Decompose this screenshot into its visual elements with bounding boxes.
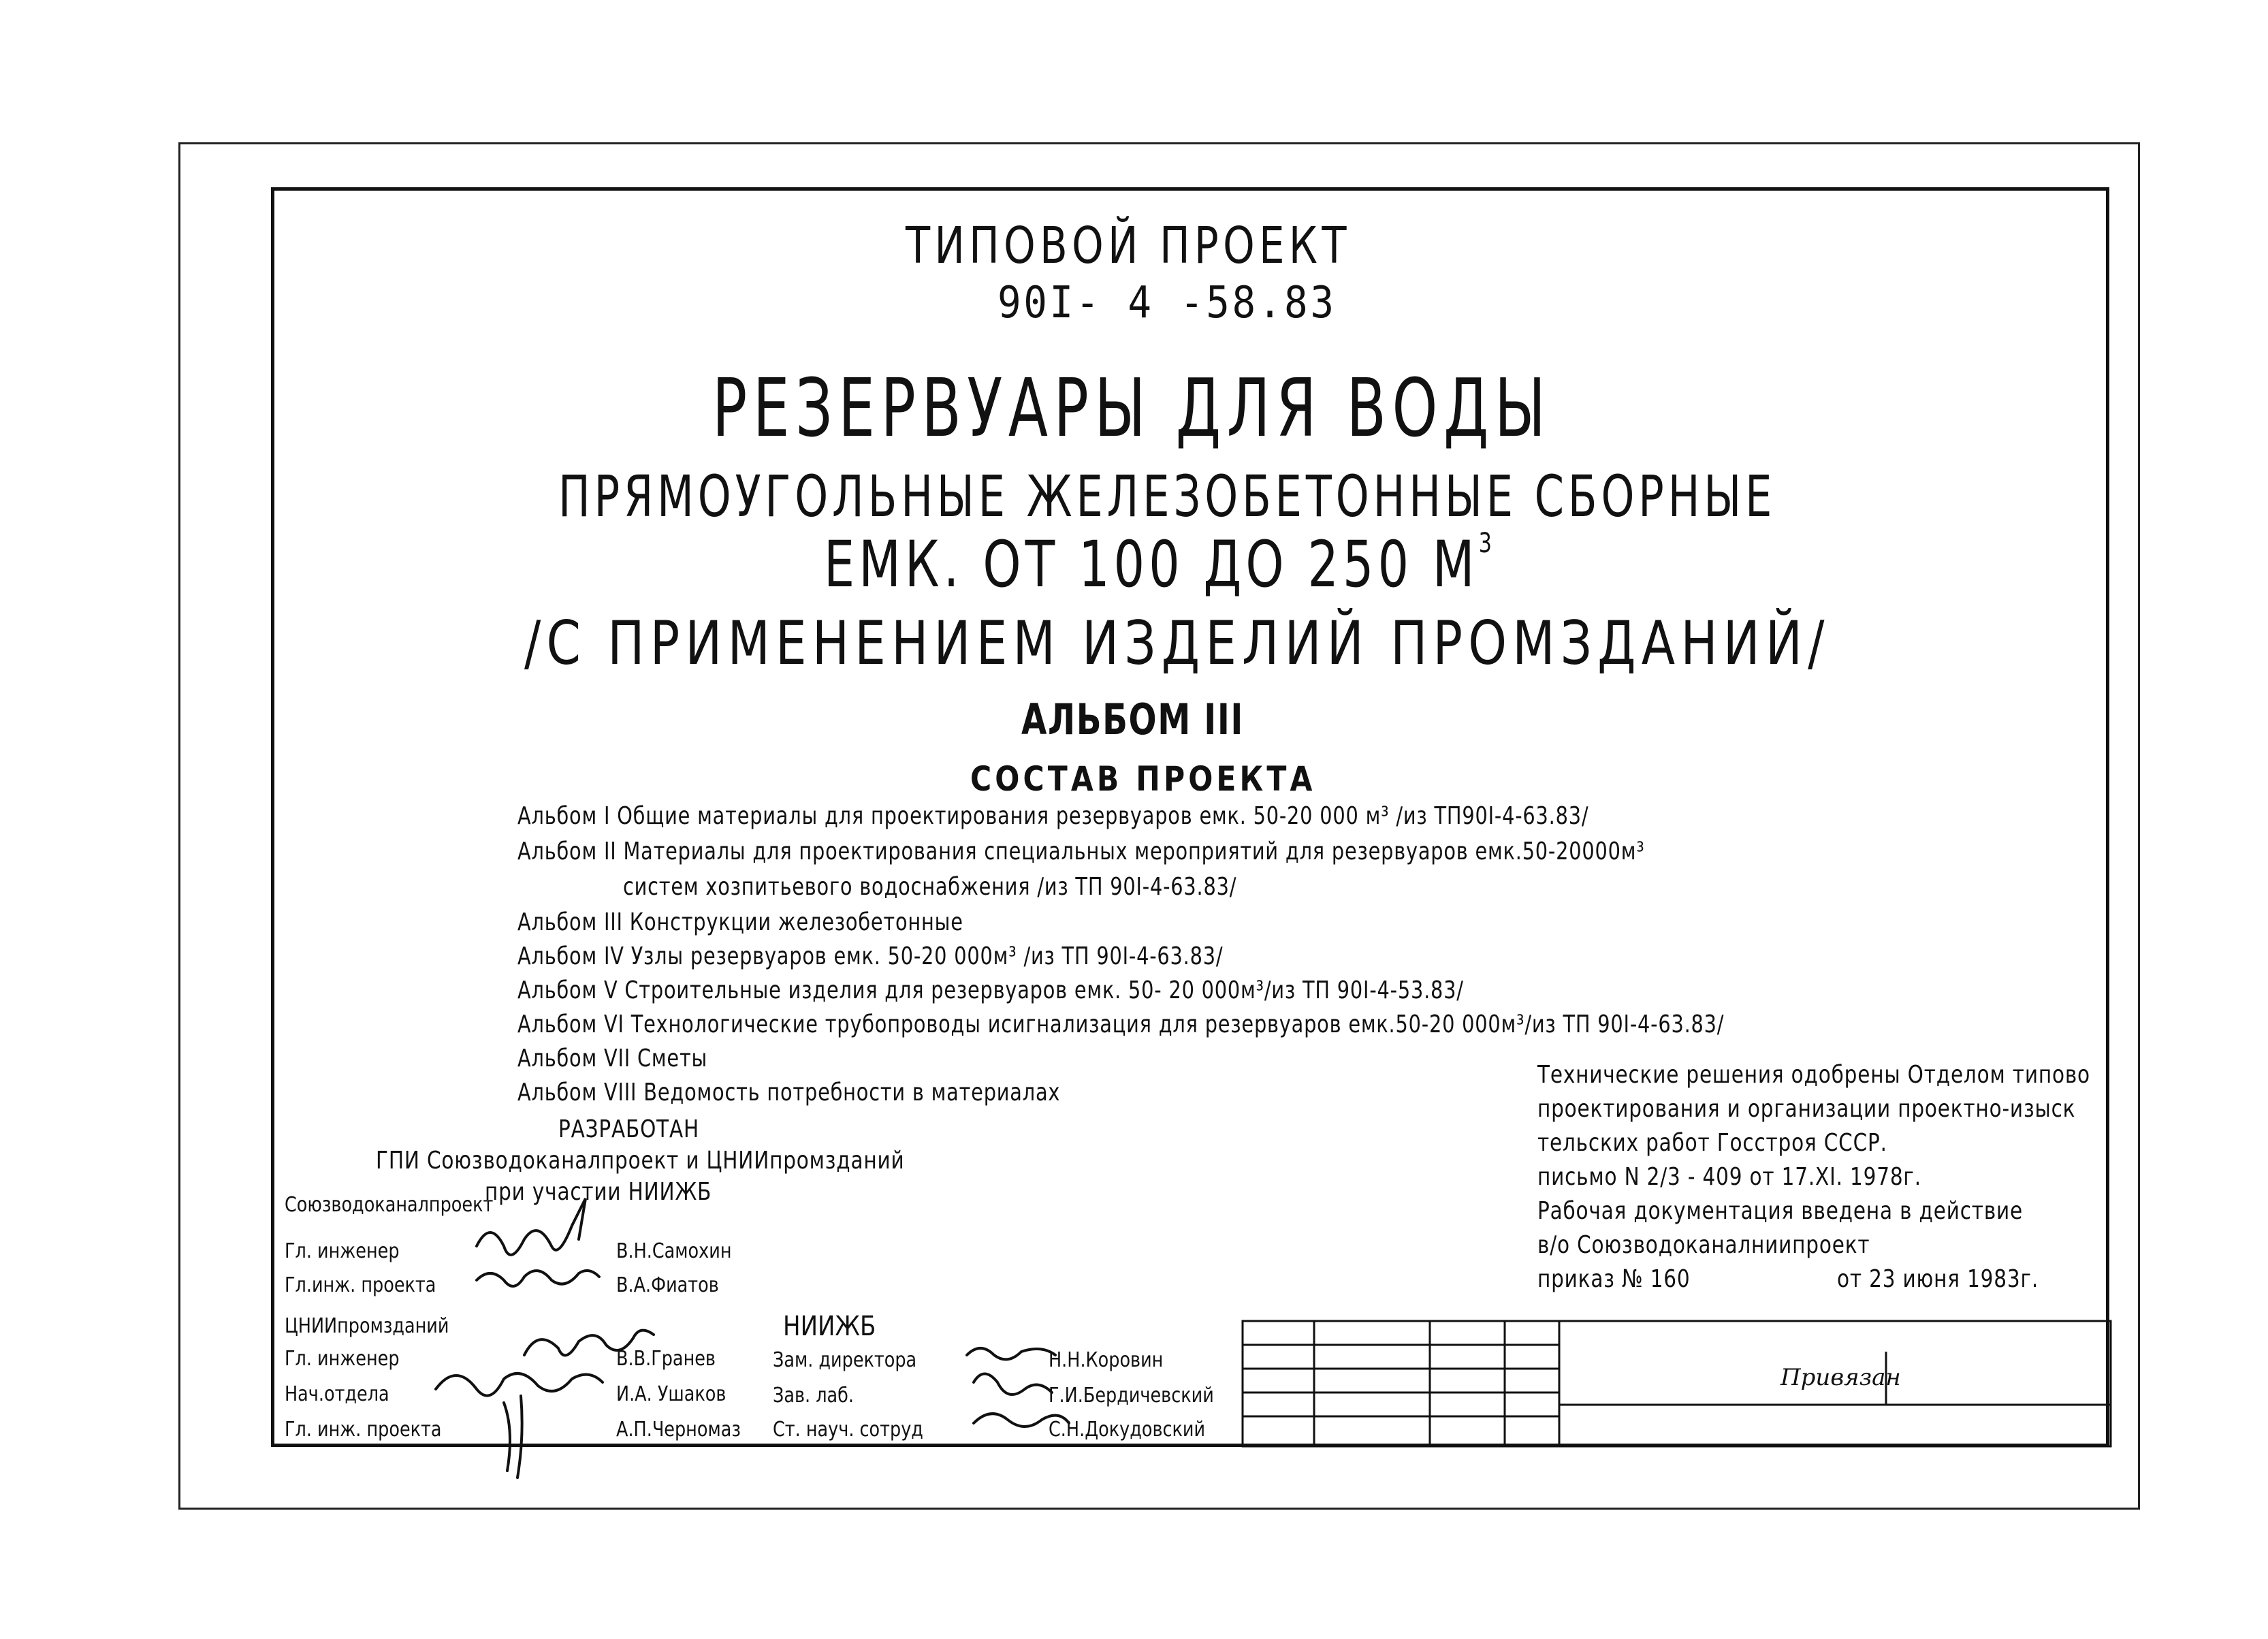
approval-line: тельских работ Госстроя СССР. xyxy=(1537,1129,1887,1157)
org3-role: Ст. науч. сотруд xyxy=(773,1418,923,1442)
title-code: 90I- 4 -58.83 xyxy=(997,278,1337,328)
subheading-2: ЕМК. ОТ 100 ДО 250 $М^3$ xyxy=(824,528,1497,602)
composition-item: Альбом III Конструкции железобетонные xyxy=(517,908,963,936)
org1-name: Союзводоканалпроект xyxy=(285,1193,494,1217)
approval-line: в/о Союзводоканалниипроект xyxy=(1537,1231,1870,1259)
org3-name: НИИЖБ xyxy=(783,1311,876,1342)
org1-role: Гл. инженер xyxy=(285,1239,400,1263)
composition-item: Альбом VI Технологические трубопроводы исигнализация для резервуаров емк.50-20 000м³/из ТП 90I-4-63.83/ xyxy=(517,1011,1725,1038)
album-label: АЛЬБОМ III xyxy=(1021,695,1244,744)
signature-berdichevsky xyxy=(974,1374,1052,1395)
composition-title: СОСТАВ ПРОЕКТА xyxy=(970,759,1316,799)
developer-line2: ГПИ Союзводоканалпроект и ЦНИИпромзданий xyxy=(376,1147,905,1175)
org2-role: Нач.отдела xyxy=(285,1382,389,1406)
developer-line1: РАЗРАБОТАН xyxy=(558,1115,700,1143)
approval-line: Рабочая документация введена в действие xyxy=(1537,1197,2024,1225)
signature-fiatov xyxy=(477,1271,599,1286)
org1-role: Гл.инж. проекта xyxy=(285,1273,436,1297)
composition-item: Альбом IV Узлы резервуаров емк. 50-20 000м³ /из ТП 90I-4-63.83/ xyxy=(517,942,1224,970)
approval-line: Технические решения одобрены Отделом типово xyxy=(1537,1061,2090,1089)
approval-line: приказ № 160 xyxy=(1537,1265,1691,1293)
title-line1: ТИПОВОЙ ПРОЕКТ xyxy=(906,217,1351,275)
org3-person: Г.И.Бердичевский xyxy=(1049,1384,1214,1407)
org1-person: В.Н.Самохин xyxy=(616,1239,732,1263)
composition-item: Альбом VII Сметы xyxy=(517,1045,708,1072)
main-heading: РЕЗЕРВУАРЫ ДЛЯ ВОДЫ xyxy=(712,361,1552,455)
signature-samokhin xyxy=(477,1198,586,1255)
stamp-grid xyxy=(1243,1321,2111,1446)
signature-granev xyxy=(524,1331,654,1356)
composition-item: систем хозпитьевого водоснабжения /из ТП 90I-4-63.83/ xyxy=(623,873,1237,901)
signature-dokudovsky xyxy=(974,1414,1069,1427)
composition-item: Альбом V Строительные изделия для резервуаров емк. 50- 20 000м³/из ТП 90I-4-53.83/ xyxy=(517,976,1464,1004)
signature-korovin xyxy=(967,1348,1055,1359)
signature-marks xyxy=(436,1198,1069,1478)
composition-item: Альбом I Общие материалы для проектирования резервуаров емк. 50-20 000 м³ /из ТП90I-4-63.83/ xyxy=(517,802,1589,830)
org3-person: С.Н.Докудовский xyxy=(1049,1418,1206,1442)
org3-person: Н.Н.Коровин xyxy=(1049,1348,1164,1372)
approval-line: письмо N 2/3 - 409 от 17.XI. 1978г. xyxy=(1537,1163,1921,1191)
org3-role: Зав. лаб. xyxy=(773,1384,854,1407)
org3-role: Зам. директора xyxy=(773,1348,917,1372)
org2-name: ЦНИИпромзданий xyxy=(285,1314,449,1338)
subheading-3: /С ПРИМЕНЕНИЕМ ИЗДЕЛИЙ ПРОМЗДАНИЙ/ xyxy=(524,608,1830,678)
stamp-label: Привязан xyxy=(1780,1364,1901,1391)
signature-chernomaz xyxy=(504,1396,522,1478)
org2-person: В.В.Гранев xyxy=(616,1347,716,1371)
composition-item: Альбом VIII Ведомость потребности в материалах xyxy=(517,1079,1061,1107)
developer-line3: при участии НИИЖБ xyxy=(485,1178,712,1206)
approval-date: от 23 июня 1983г. xyxy=(1837,1265,2039,1293)
org1-person: В.А.Фиатов xyxy=(616,1273,719,1297)
org2-person: А.П.Черномаз xyxy=(616,1418,741,1442)
subheading-1: ПРЯМОУГОЛЬНЫЕ ЖЕЛЕЗОБЕТОННЫЕ СБОРНЫЕ xyxy=(558,463,1776,530)
composition-item: Альбом II Материалы для проектирования специальных мероприятий для резервуаров емк.50-20000м³ xyxy=(517,838,1645,865)
org2-role: Гл. инж. проекта xyxy=(285,1418,442,1442)
org2-role: Гл. инженер xyxy=(285,1347,400,1371)
org2-person: И.А. Ушаков xyxy=(616,1382,726,1406)
approval-line: проектирования и организации проектно-изыск xyxy=(1537,1095,2076,1123)
signature-ushakov xyxy=(436,1373,603,1396)
